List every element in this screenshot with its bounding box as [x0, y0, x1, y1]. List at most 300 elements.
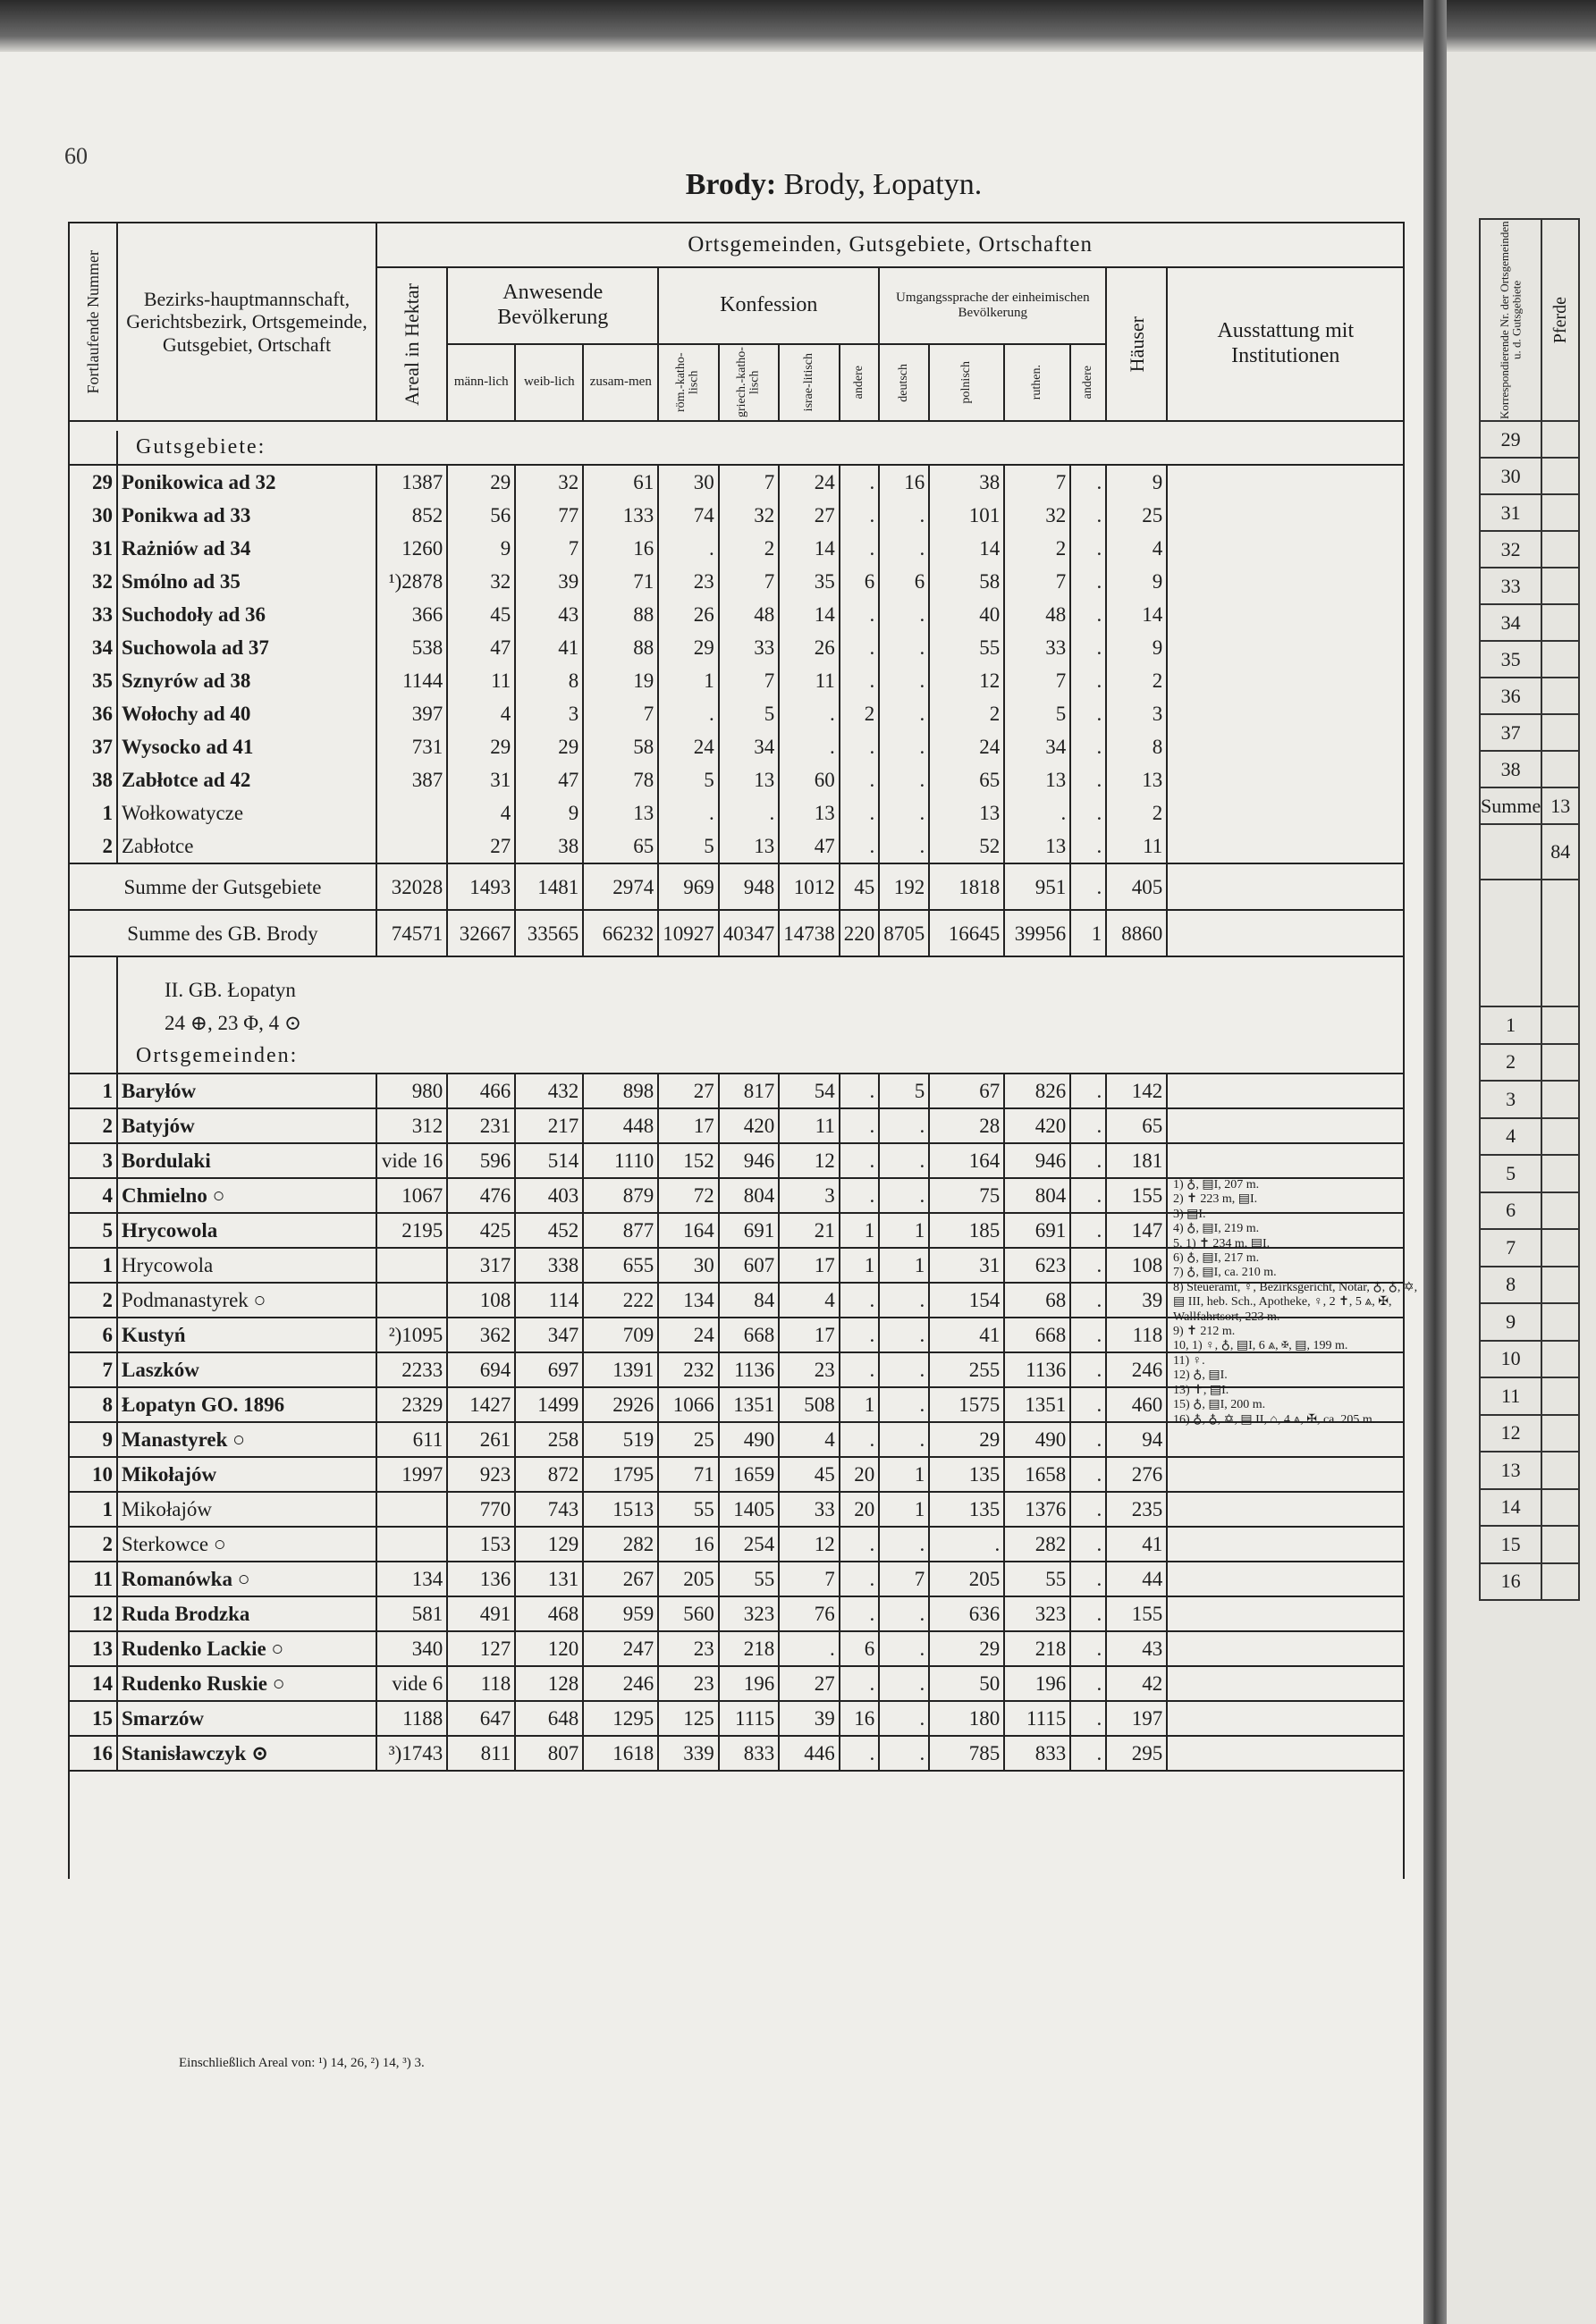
cell-de: . [879, 1318, 929, 1352]
cell-and: . [840, 532, 880, 565]
cell-z: 1391 [583, 1352, 658, 1387]
header-nr: Fortlaufende Nummer [69, 223, 117, 421]
row-name: Laszków [117, 1352, 376, 1387]
facing-row [1480, 1229, 1579, 1267]
cell-gk: 254 [719, 1527, 780, 1562]
cell-ru: 5 [1004, 697, 1070, 730]
cell-rk: 25 [658, 1422, 719, 1457]
cell-and: . [840, 763, 880, 796]
cell-m: 1427 [447, 1387, 515, 1422]
cell-pl: 67 [929, 1074, 1004, 1108]
row-number: 2 [69, 1527, 117, 1562]
row-name: Smarzów [117, 1701, 376, 1736]
sum-row [69, 863, 1404, 910]
cell-m: 11 [447, 664, 515, 697]
cell-and: . [840, 1318, 880, 1352]
cell-and2: . [1070, 1143, 1106, 1178]
cell-m: 647 [447, 1701, 515, 1736]
cell-w: 38 [515, 829, 583, 863]
facing-nr: Summe [1480, 787, 1541, 824]
cell-de: . [879, 1178, 929, 1213]
row-name: Zabłotce ad 42 [117, 763, 376, 796]
sum-m: 1493 [447, 863, 515, 910]
table-row [69, 1736, 1404, 1771]
cell-w: 872 [515, 1457, 583, 1492]
cell-m: 153 [447, 1527, 515, 1562]
cell-institutions [1167, 532, 1404, 565]
cell-w: 120 [515, 1631, 583, 1666]
institution-note: 16) ♁, ♁, ✡, ▤ II, ⌂, 4 ⩓, ✠, ca. 205 m. [1173, 1412, 1376, 1427]
facing-nr: 8 [1480, 1267, 1541, 1304]
cell-w: 432 [515, 1074, 583, 1108]
cell-areal: ³)1743 [376, 1736, 447, 1771]
cell-areal: 397 [376, 697, 447, 730]
facing-row [1480, 787, 1579, 824]
cell-pl: 58 [929, 565, 1004, 598]
cell-ru: 804 [1004, 1178, 1070, 1213]
cell-and2: . [1070, 1631, 1106, 1666]
institution-note: 11) ♀. [1173, 1353, 1205, 1368]
cell-rk: 5 [658, 829, 719, 863]
table-row [69, 664, 1404, 697]
page-title [0, 168, 1596, 202]
cell-de: . [879, 1701, 929, 1736]
cell-ru: 490 [1004, 1422, 1070, 1457]
facing-row [1480, 1267, 1579, 1304]
cell-h: 3 [1106, 697, 1167, 730]
institution-note: 1) ♁, ▤I, 207 m. [1173, 1178, 1260, 1191]
cell-ru: 826 [1004, 1074, 1070, 1108]
section-heading: Gutsgebiete: [117, 431, 1404, 465]
facing-row [1480, 1081, 1579, 1118]
cell-gk: 833 [719, 1736, 780, 1771]
cell-and2: . [1070, 499, 1106, 532]
cell-ru: 218 [1004, 1631, 1070, 1666]
cell-w: 128 [515, 1666, 583, 1701]
cell-isr: 35 [779, 565, 840, 598]
institution-note: 12) ♁, ▤I. [1173, 1368, 1228, 1383]
cell-w: 3 [515, 697, 583, 730]
cell-areal: 538 [376, 631, 447, 664]
cell-isr: . [779, 697, 840, 730]
cell-gk: 1351 [719, 1387, 780, 1422]
row-number: 2 [69, 1108, 117, 1143]
row-name: Chmielno ○ [117, 1178, 376, 1213]
cell-rk: 74 [658, 499, 719, 532]
cell-areal: 1387 [376, 465, 447, 499]
cell-isr: 26 [779, 631, 840, 664]
cell-ru: 32 [1004, 499, 1070, 532]
cell-m: 47 [447, 631, 515, 664]
sum-label: Summe der Gutsgebiete [69, 863, 376, 910]
cell-isr: 11 [779, 1108, 840, 1143]
cell-areal: 2233 [376, 1352, 447, 1387]
cell-m: 4 [447, 697, 515, 730]
header-other-language: andere [1070, 344, 1106, 421]
cell-de: 5 [879, 1074, 929, 1108]
cell-z: 282 [583, 1527, 658, 1562]
cell-h: 25 [1106, 499, 1167, 532]
cell-de: . [879, 1387, 929, 1422]
cell-and: . [840, 1666, 880, 1701]
sum-z: 2974 [583, 863, 658, 910]
cell-isr: 11 [779, 664, 840, 697]
cell-institutions [1167, 1562, 1404, 1596]
cell-w: 8 [515, 664, 583, 697]
cell-institutions [1167, 1701, 1404, 1736]
cell-isr: 21 [779, 1213, 840, 1248]
cell-isr: 27 [779, 1666, 840, 1701]
cell-z: 13 [583, 796, 658, 829]
table-row [69, 796, 1404, 829]
facing-header-nr: Korrespondierende Nr. der Ortsgemeinden u. d. Gutsgebiete [1480, 219, 1541, 421]
cell-ru: 420 [1004, 1108, 1070, 1143]
cell-m: 491 [447, 1596, 515, 1631]
cell-de: . [879, 1736, 929, 1771]
cell-z: 222 [583, 1283, 658, 1318]
row-number: 7 [69, 1352, 117, 1387]
cell-and2: . [1070, 1492, 1106, 1527]
cell-institutions [1167, 1736, 1404, 1771]
row-name: Hrycowola [117, 1248, 376, 1283]
cell-de: . [879, 1527, 929, 1562]
cell-institutions [1167, 910, 1404, 956]
cell-z: 267 [583, 1562, 658, 1596]
cell-pl: 50 [929, 1666, 1004, 1701]
facing-nr: 29 [1480, 421, 1541, 458]
cell-and2: . [1070, 1178, 1106, 1213]
cell-rk: 560 [658, 1596, 719, 1631]
row-name: Podmanastyrek ○ [117, 1283, 376, 1318]
cell-pl: 185 [929, 1213, 1004, 1248]
cell-h: 9 [1106, 631, 1167, 664]
institution-note: 15) ♁, ▤I, 200 m. [1173, 1398, 1266, 1412]
cell-w: 129 [515, 1527, 583, 1562]
cell-and2: . [1070, 829, 1106, 863]
cell-isr: 4 [779, 1422, 840, 1457]
table-row [69, 730, 1404, 763]
cell-rk: 152 [658, 1143, 719, 1178]
cell-m: 476 [447, 1178, 515, 1213]
cell-de: . [879, 1283, 929, 1318]
cell-de: . [879, 796, 929, 829]
cell-and2: . [1070, 1422, 1106, 1457]
row-number: 29 [69, 465, 117, 499]
cell-isr: . [779, 730, 840, 763]
cell-h: 8 [1106, 730, 1167, 763]
header-german: deutsch [879, 344, 929, 421]
cell-rk: 24 [658, 730, 719, 763]
cell-m: 770 [447, 1492, 515, 1527]
facing-row [1480, 1155, 1579, 1192]
institution-note: 7) ♁, ▤I, ca. 210 m. [1173, 1266, 1277, 1280]
cell-and: . [840, 1143, 880, 1178]
cell-institutions [1167, 1074, 1404, 1108]
cell-de: . [879, 763, 929, 796]
facing-value [1541, 678, 1579, 714]
cell-institutions [1167, 565, 1404, 598]
facing-nr: 31 [1480, 494, 1541, 531]
institution-notes [1173, 1178, 1423, 1427]
cell-m: 362 [447, 1318, 515, 1352]
cell-h: 147 [1106, 1213, 1167, 1248]
cell-institutions [1167, 763, 1404, 796]
cell-gk: 196 [719, 1666, 780, 1701]
facing-nr: 2 [1480, 1044, 1541, 1082]
row-name: Smólno ad 35 [117, 565, 376, 598]
cell-z: 898 [583, 1074, 658, 1108]
cell-gk: 1115 [719, 1701, 780, 1736]
cell-rk: 17 [658, 1108, 719, 1143]
cell-isr: 17 [779, 1318, 840, 1352]
sum-h: 405 [1106, 863, 1167, 910]
cell-z: 58 [583, 730, 658, 763]
cell-areal: 980 [376, 1074, 447, 1108]
cell-h: 246 [1106, 1352, 1167, 1387]
sum-w: 1481 [515, 863, 583, 910]
row-number: 37 [69, 730, 117, 763]
cell-and2: . [1070, 1248, 1106, 1283]
header-greek-catholic: griech.-katho-lisch [719, 344, 780, 421]
sum-z: 66232 [583, 910, 658, 956]
cell-w: 1499 [515, 1387, 583, 1422]
header-areal: Areal in Hektar [376, 267, 447, 421]
sum-rk: 10927 [658, 910, 719, 956]
table-row [69, 465, 1404, 499]
title-district: Brody: [685, 168, 777, 201]
facing-body [1480, 421, 1579, 1600]
cell-w: 338 [515, 1248, 583, 1283]
cell-pl: 255 [929, 1352, 1004, 1387]
cell-gk: 5 [719, 697, 780, 730]
facing-nr: 37 [1480, 714, 1541, 751]
row-number: 11 [69, 1562, 117, 1596]
cell-institutions [1167, 1108, 1404, 1143]
sum-ru: 39956 [1004, 910, 1070, 956]
cell-z: 7 [583, 697, 658, 730]
cell-ru: 1376 [1004, 1492, 1070, 1527]
cell-gk: 7 [719, 565, 780, 598]
cell-isr: 39 [779, 1701, 840, 1736]
institution-note: 13) ✝, ▤I. [1173, 1383, 1229, 1397]
cell-de: . [879, 631, 929, 664]
sum-and2: 1 [1070, 910, 1106, 956]
cell-ru: 1351 [1004, 1387, 1070, 1422]
scan-top-edge [0, 0, 1596, 52]
cell-and: 6 [840, 565, 880, 598]
cell-rk: . [658, 532, 719, 565]
cell-rk: 23 [658, 565, 719, 598]
sum-w: 33565 [515, 910, 583, 956]
cell-de: . [879, 697, 929, 730]
cell-areal: 852 [376, 499, 447, 532]
cell-isr: 45 [779, 1457, 840, 1492]
cell-ru: 7 [1004, 565, 1070, 598]
cell-h: 2 [1106, 796, 1167, 829]
facing-nr: 38 [1480, 751, 1541, 787]
cell-areal: 731 [376, 730, 447, 763]
cell-z: 1513 [583, 1492, 658, 1527]
cell-and: . [840, 1283, 880, 1318]
table-row [69, 631, 1404, 664]
cell-rk: . [658, 796, 719, 829]
cell-pl: 154 [929, 1283, 1004, 1318]
sum-gk: 40347 [719, 910, 780, 956]
row-number: 38 [69, 763, 117, 796]
cell-areal: 1144 [376, 664, 447, 697]
facing-row [1480, 494, 1579, 531]
section-heading: Ortsgemeinden: [117, 1040, 1404, 1074]
header-language: Umgangssprache der einheimischen Bevölkerung [879, 267, 1106, 344]
cell-m: 31 [447, 763, 515, 796]
cell-and2: . [1070, 1074, 1106, 1108]
row-name: Stanisławczyk ⊙ [117, 1736, 376, 1771]
cell-de: . [879, 1143, 929, 1178]
cell-rk: 27 [658, 1074, 719, 1108]
cell-de: 1 [879, 1248, 929, 1283]
sum-and2: . [1070, 863, 1106, 910]
cell-and: 16 [840, 1701, 880, 1736]
cell-rk: 1066 [658, 1387, 719, 1422]
cell-h: 13 [1106, 763, 1167, 796]
cell-h: 2 [1106, 664, 1167, 697]
cell-rk: 339 [658, 1736, 719, 1771]
cell-z: 959 [583, 1596, 658, 1631]
cell-w: 41 [515, 631, 583, 664]
cell-and2: . [1070, 763, 1106, 796]
cell-gk: 2 [719, 532, 780, 565]
cell-de: . [879, 1422, 929, 1457]
cell-gk: 691 [719, 1213, 780, 1248]
row-name: Mikołajów [117, 1492, 376, 1527]
row-name: Kustyń [117, 1318, 376, 1352]
row-number: 35 [69, 664, 117, 697]
table-row [69, 532, 1404, 565]
cell-de: . [879, 1352, 929, 1387]
table-row [69, 499, 1404, 532]
cell-rk: 164 [658, 1213, 719, 1248]
row-name: Baryłów [117, 1074, 376, 1108]
cell-z: 1295 [583, 1701, 658, 1736]
cell-m: 9 [447, 532, 515, 565]
table-row [69, 829, 1404, 863]
facing-nr: 9 [1480, 1303, 1541, 1341]
cell-pl: 636 [929, 1596, 1004, 1631]
cell-h: 295 [1106, 1736, 1167, 1771]
cell-ru: 1136 [1004, 1352, 1070, 1387]
cell-w: 77 [515, 499, 583, 532]
facing-row [1480, 1006, 1579, 1044]
cell-h: 155 [1106, 1178, 1167, 1213]
cell-institutions [1167, 1631, 1404, 1666]
cell-and2: . [1070, 1318, 1106, 1352]
cell-and2: . [1070, 631, 1106, 664]
cell-and: . [840, 796, 880, 829]
facing-row [1480, 421, 1579, 458]
cell-institutions [1167, 1492, 1404, 1527]
facing-nr: 35 [1480, 641, 1541, 678]
cell-and: 6 [840, 1631, 880, 1666]
header-polish: polnisch [929, 344, 1004, 421]
cell-ru: 196 [1004, 1666, 1070, 1701]
cell-m: 466 [447, 1074, 515, 1108]
cell-pl: . [929, 1527, 1004, 1562]
facing-nr: 13 [1480, 1452, 1541, 1489]
cell-and: 20 [840, 1457, 880, 1492]
cell-and2: . [1070, 1596, 1106, 1631]
table-row [69, 1492, 1404, 1527]
cell-rk: 16 [658, 1527, 719, 1562]
table-row [69, 1457, 1404, 1492]
cell-h: 460 [1106, 1387, 1167, 1422]
cell-ru: 13 [1004, 763, 1070, 796]
cell-m: 45 [447, 598, 515, 631]
facing-row [1480, 1118, 1579, 1156]
page-number: 60 [64, 143, 88, 169]
facing-value [1541, 494, 1579, 531]
cell-gk: 55 [719, 1562, 780, 1596]
row-number: 36 [69, 697, 117, 730]
cell-rk: 30 [658, 465, 719, 499]
facing-nr: 14 [1480, 1489, 1541, 1527]
cell-ru: 48 [1004, 598, 1070, 631]
cell-and2: . [1070, 532, 1106, 565]
cell-gk: 817 [719, 1074, 780, 1108]
cell-w: 403 [515, 1178, 583, 1213]
facing-row [1480, 678, 1579, 714]
cell-rk: 23 [658, 1631, 719, 1666]
header-total: zusam-men [583, 344, 658, 421]
cell-pl: 1575 [929, 1387, 1004, 1422]
gb2-subtitle: 24 ⊕, 23 Φ, 4 ⊙ [117, 1006, 1404, 1040]
cell-isr: 17 [779, 1248, 840, 1283]
facing-nr: 15 [1480, 1526, 1541, 1563]
facing-nr: 6 [1480, 1192, 1541, 1230]
cell-institutions [1167, 730, 1404, 763]
institution-note: 4) ♁, ▤I, 219 m. [1173, 1222, 1260, 1236]
cell-w: 47 [515, 763, 583, 796]
row-number: 9 [69, 1422, 117, 1457]
cell-h: 94 [1106, 1422, 1167, 1457]
cell-h: 142 [1106, 1074, 1167, 1108]
cell-m: 127 [447, 1631, 515, 1666]
cell-ru: 833 [1004, 1736, 1070, 1771]
cell-and: . [840, 499, 880, 532]
cell-w: 39 [515, 565, 583, 598]
cell-and: . [840, 598, 880, 631]
cell-z: 133 [583, 499, 658, 532]
row-name: Manastyrek ○ [117, 1422, 376, 1457]
cell-areal: 581 [376, 1596, 447, 1631]
cell-pl: 31 [929, 1248, 1004, 1283]
facing-row [1480, 531, 1579, 568]
cell-areal [376, 829, 447, 863]
cell-de: 16 [879, 465, 929, 499]
header-roman-catholic: röm.-katho-lisch [658, 344, 719, 421]
facing-nr: 12 [1480, 1415, 1541, 1452]
cell-m: 231 [447, 1108, 515, 1143]
cell-m: 261 [447, 1422, 515, 1457]
row-number: 34 [69, 631, 117, 664]
facing-nr: 5 [1480, 1155, 1541, 1192]
cell-isr: 4 [779, 1283, 840, 1318]
cell-and: . [840, 829, 880, 863]
cell-and2: . [1070, 730, 1106, 763]
cell-m: 4 [447, 796, 515, 829]
cell-and2: . [1070, 1527, 1106, 1562]
cell-institutions [1167, 1527, 1404, 1562]
cell-and: . [840, 1422, 880, 1457]
